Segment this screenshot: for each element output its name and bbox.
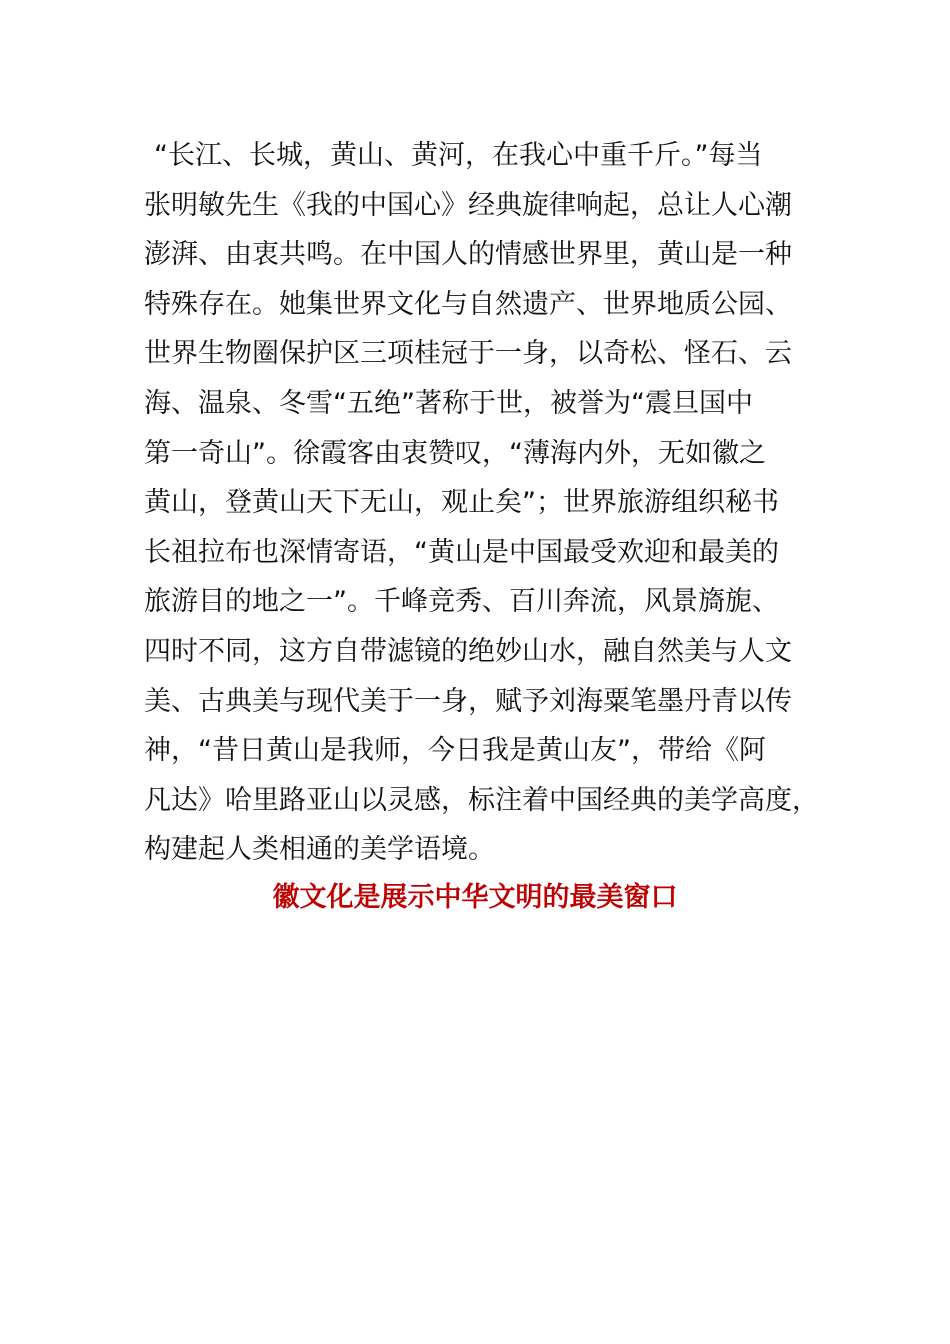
paragraph-line: 凡达》哈里路亚山以灵感，标注着中国经典的美学高度，	[144, 784, 819, 816]
paragraph-line: 第一奇山”。徐霞客由衷赞叹，“薄海内外，无如徽之	[144, 437, 766, 469]
paragraph-line: 四时不同，这方自带滤镜的绝妙山水，融自然美与人文	[144, 635, 792, 667]
paragraph-line: 世界生物圈保护区三项桂冠于一身，以奇松、怪石、云	[144, 338, 792, 370]
paragraph-line: 构建起人类相通的美学语境。	[144, 834, 495, 866]
paragraph-line: 长祖拉布也深情寄语，“黄山是中国最受欢迎和最美的	[144, 536, 779, 568]
paragraph-line: 旅游目的地之一”。千峰竞秀、百川奔流，风景旖旎、	[144, 586, 779, 618]
paragraph-line: 黄山，登黄山天下无山，观止矣”；世界旅游组织秘书	[144, 487, 779, 519]
paragraph-line: 张明敏先生《我的中国心》经典旋律响起，总让人心潮	[144, 189, 792, 221]
paragraph-line: “长江、长城，黄山、黄河，在我心中重千斤。”每当	[154, 140, 763, 171]
paragraph-line: 神，“昔日黄山是我师，今日我是黄山友”，带给《阿	[144, 735, 766, 767]
paragraph-line: 澎湃、由衷共鸣。在中国人的情感世界里，黄山是一种	[144, 239, 792, 271]
paragraph-line: 美、古典美与现代美于一身，赋予刘海粟笔墨丹青以传	[144, 685, 792, 717]
paragraph-line: 海、温泉、冬雪“五绝”著称于世，被誉为“震旦国中	[144, 387, 753, 419]
body-paragraph	[144, 131, 834, 875]
paragraph-line: 特殊存在。她集世界文化与自然遗产、世界地质公园、	[144, 288, 792, 320]
section-heading: 徽文化是展示中华文明的最美窗口	[272, 882, 678, 913]
